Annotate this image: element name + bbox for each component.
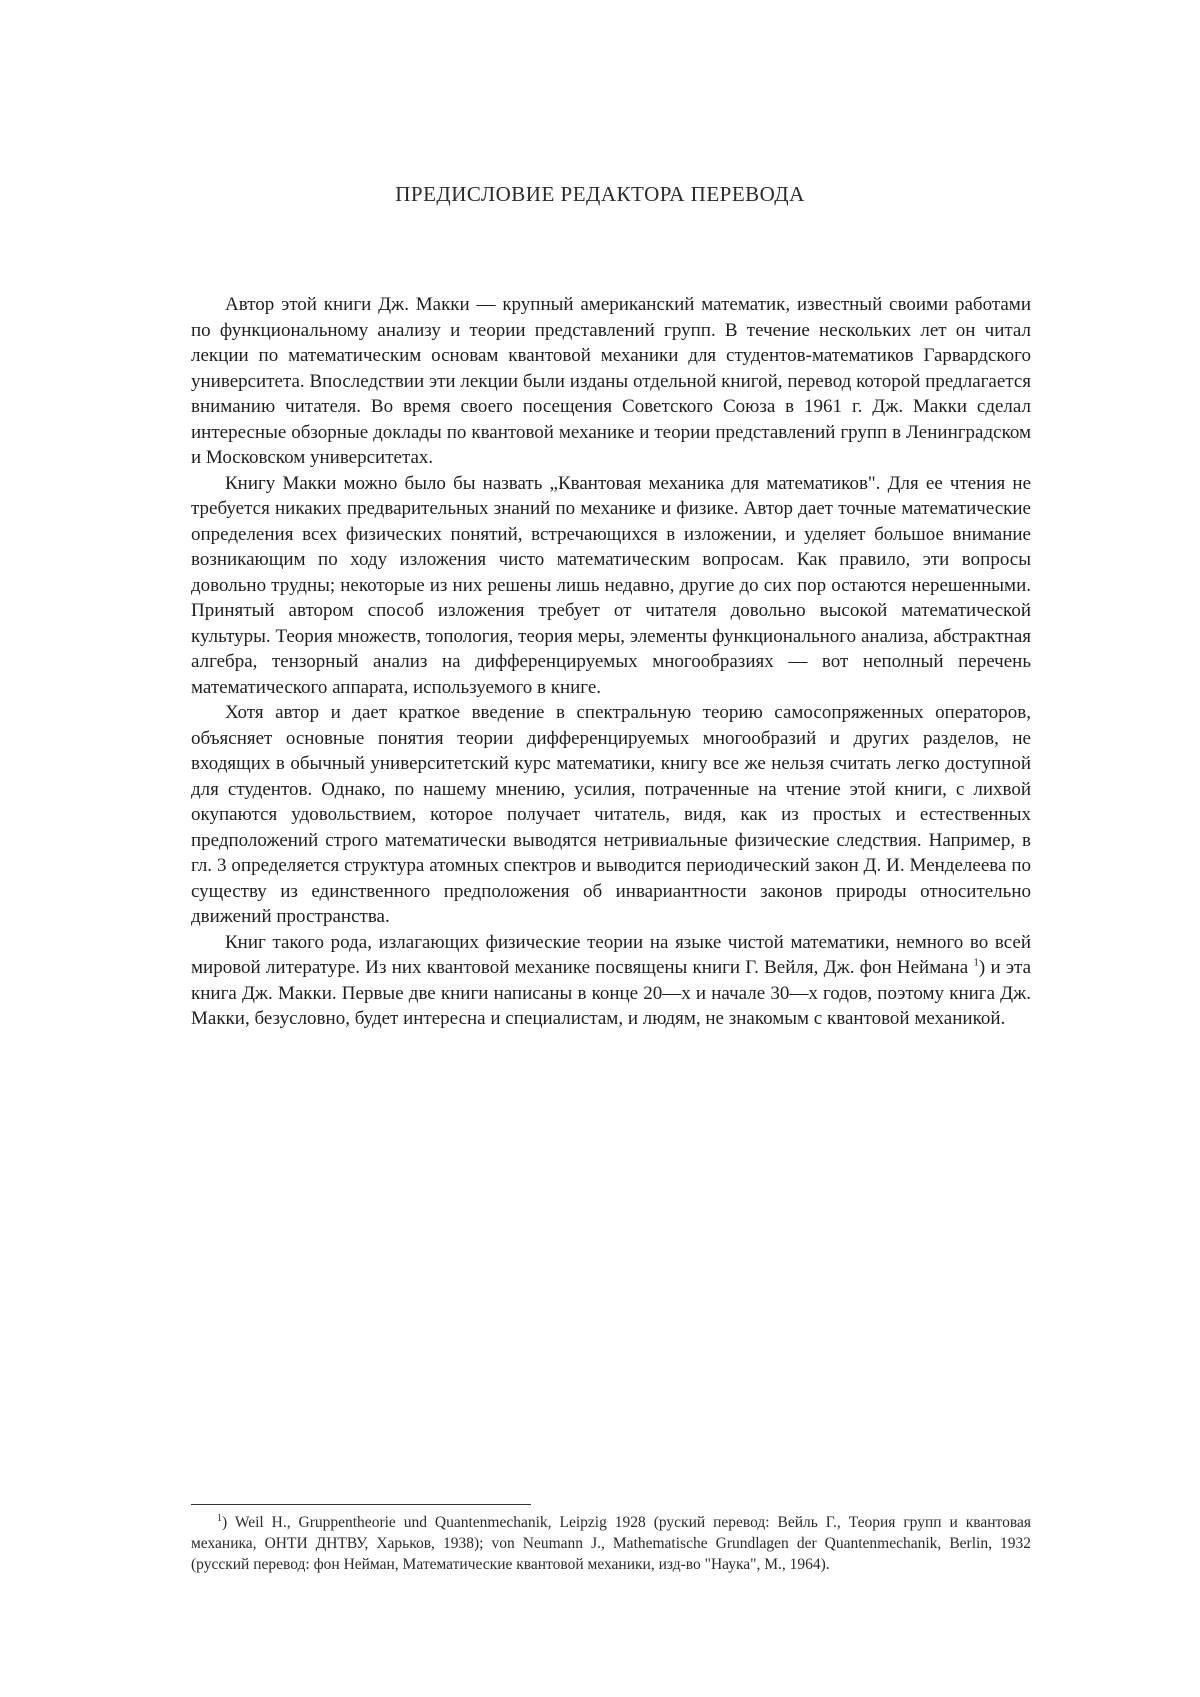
paragraph-2: Книгу Макки можно было бы назвать „Квантовая механика для математиков". Для ее чтения не требуется никаких предварительных знаний по механике и физике. Автор дает точные математические определения всех физических понятий, встречающихся в изложении, и уделяет большое внимание возникающим по ходу изложения чисто математическим вопросам. Как правило, эти вопросы довольно трудны; некоторые из них решены лишь недавно, другие до сих пор остаются нерешенными. Принятый автором способ изложения требует от читателя довольно высокой математической культуры. Теория множеств, топология, теория меры, элементы функционального анализа, абстрактная алгебра, тензорный анализ на дифференцируемых многообразиях — вот неполный перечень математического аппарата, используемого в книге. bbox=[191, 472, 1031, 698]
footnote-body: ) Weil H., Gruppentheorie und Quantenmechanik, Leipzig 1928 (руский перевод: Вейль Г., Теория групп и квантовая механика, ОНТИ ДНТВУ, Харьков, 1938); von Neumann J., Mathematische Grundlagen der Quantenmechanik, Berlin, 1932 (русский перевод: фон Нейман, Математические квантовой механики, изд-во "Наука", М., 1964). bbox=[191, 1514, 1031, 1573]
page-title: ПРЕДИСЛОВИЕ РЕДАКТОРА ПЕРЕВОДА bbox=[395, 182, 805, 206]
paragraph-1: Автор этой книги Дж. Макки — крупный американский математик, известный своими работами по функциональному анализу и теории представлений групп. В течение нескольких лет он читал лекции по математическим основам квантовой механики для студентов-математиков Гарвардского университета. Впоследствии эти лекции были изданы отдельной книгой, перевод которой предлагается вниманию читателя. Во время своего посещения Советского Союза в 1961 г. Дж. Макки сделал интересные обзорные доклады по квантовой механике и теории представлений групп в Ленинградском и Московском университетах. bbox=[191, 294, 1031, 468]
footnote-divider bbox=[191, 1504, 531, 1505]
paragraph-4-end: ) и эта книга Дж. Макки. Первые две книги написаны в конце 20—х и начале 30—х годов, поэтому книга Дж. Макки, безусловно, будет интересна и специалистам, и людям, не знакомым с квантовой механикой. bbox=[191, 957, 1031, 1029]
body-text bbox=[191, 292, 1031, 1032]
footnote-reference[interactable]: 1 bbox=[973, 956, 979, 969]
footnote bbox=[191, 1512, 1031, 1575]
footnote-text bbox=[191, 1512, 1031, 1575]
paragraph-3: Хотя автор и дает краткое введение в спектральную теорию самосопряженных операторов, объясняет основные понятия теории дифференцируемых многообразий и других разделов, не входящих в обычный университетский курс математики, книгу все же нельзя считать легко доступной для студентов. Однако, по нашему мнению, усилия, потраченные на чтение этой книги, с лихвой окупаются удовольствием, которое получает читатель, видя, как из простых и естественных предположений строго математически выводятся нетривиальные физические следствия. Например, в гл. 3 определяется структура атомных спектров и выводится периодический закон Д. И. Менделеева по существу из единственного предположения об инвариантности законов природы относительно движений пространства. bbox=[191, 702, 1031, 927]
paragraph-4-start: Книг такого рода, излагающих физические теории на языке чистой математики, немного во всей мировой литературе. Из них квантовой механике посвящены книги Г. Вейля, Дж. фон Неймана bbox=[191, 931, 1031, 978]
paragraph-4 bbox=[191, 930, 1031, 1032]
footnote-mark: 1 bbox=[217, 1512, 222, 1524]
